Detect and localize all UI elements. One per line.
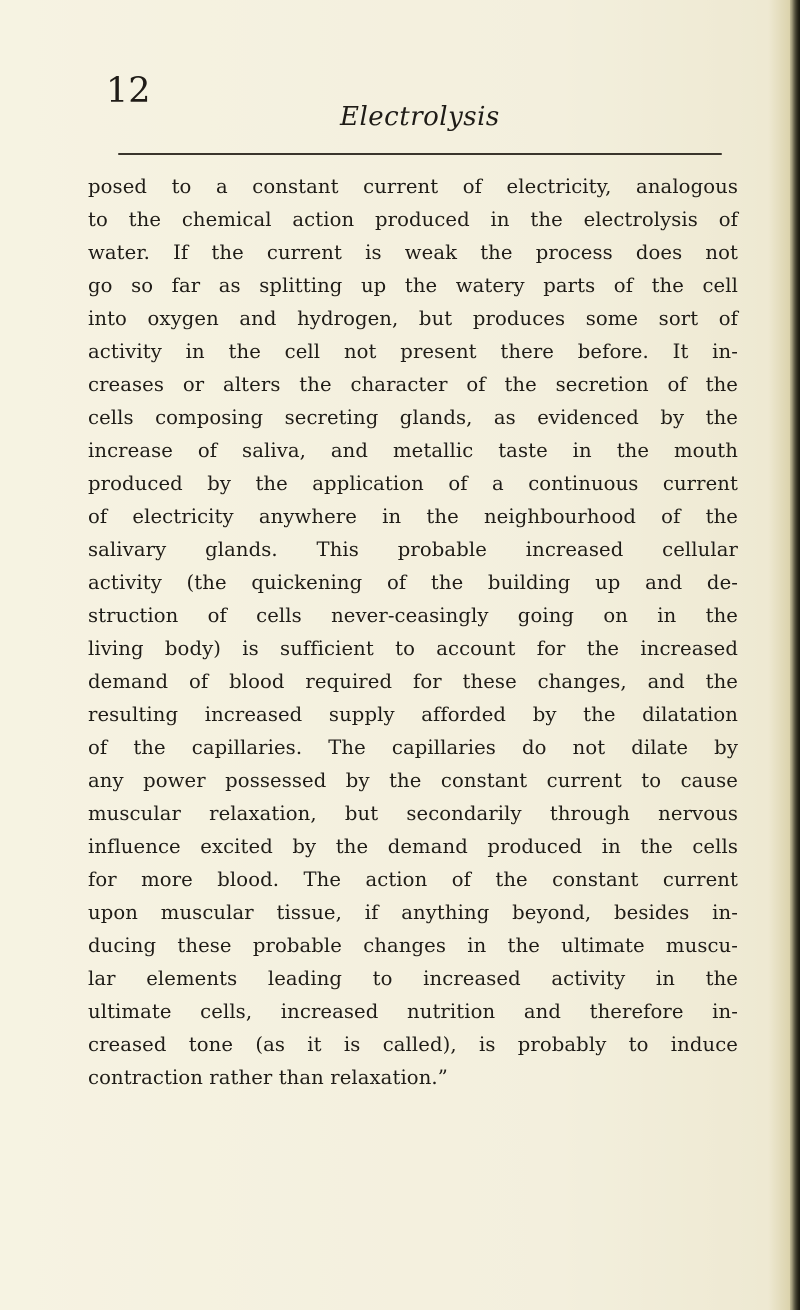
text-line: muscular relaxation, but secondarily through nervous	[88, 802, 738, 825]
body-paragraph	[88, 170, 738, 1094]
text-line: of electricity anywhere in the neighbourhood of the	[88, 505, 738, 528]
running-title: Electrolysis	[340, 102, 500, 132]
text-line: salivary glands. This probable increased cellular	[88, 538, 738, 561]
text-line: creased tone (as it is called), is probably to induce	[88, 1033, 738, 1056]
text-line: water. If the current is weak the process does not	[88, 241, 738, 264]
text-line: cells composing secreting glands, as evidenced by the	[88, 406, 738, 429]
text-line: for more blood. The action of the constant current	[88, 868, 738, 891]
text-line: ultimate cells, increased nutrition and therefore in-	[88, 1000, 738, 1023]
text-line: upon muscular tissue, if anything beyond, besides in-	[88, 901, 738, 924]
text-line: any power possessed by the constant current to cause	[88, 769, 738, 792]
text-line: resulting increased supply afforded by the dilatation	[88, 703, 738, 726]
text-line: of the capillaries. The capillaries do not dilate by	[88, 736, 738, 759]
text-line: to the chemical action produced in the electrolysis of	[88, 208, 738, 231]
text-line: living body) is sufficient to account for the increased	[88, 637, 738, 660]
text-line: ducing these probable changes in the ultimate muscu-	[88, 934, 738, 957]
text-line: into oxygen and hydrogen, but produces some sort of	[88, 307, 738, 330]
text-line: posed to a constant current of electricity, analogous	[88, 175, 738, 198]
text-line: activity (the quickening of the building up and de-	[88, 571, 738, 594]
header-rule	[118, 153, 722, 155]
text-line: activity in the cell not present there before. It in-	[88, 340, 738, 363]
text-line: struction of cells never-ceasingly going on in the	[88, 604, 738, 627]
text-line: produced by the application of a continuous current	[88, 472, 738, 495]
text-line: influence excited by the demand produced in the cells	[88, 835, 738, 858]
page-number: 12	[106, 71, 151, 111]
text-line: lar elements leading to increased activity in the	[88, 967, 738, 990]
text-line: go so far as splitting up the watery parts of the cell	[88, 274, 738, 297]
text-line: contraction rather than relaxation.”	[88, 1066, 448, 1089]
text-line: demand of blood required for these changes, and the	[88, 670, 738, 693]
page-edge-shadow	[790, 0, 800, 1310]
text-line: creases or alters the character of the secretion of the	[88, 373, 738, 396]
text-line: increase of saliva, and metallic taste in the mouth	[88, 439, 738, 462]
